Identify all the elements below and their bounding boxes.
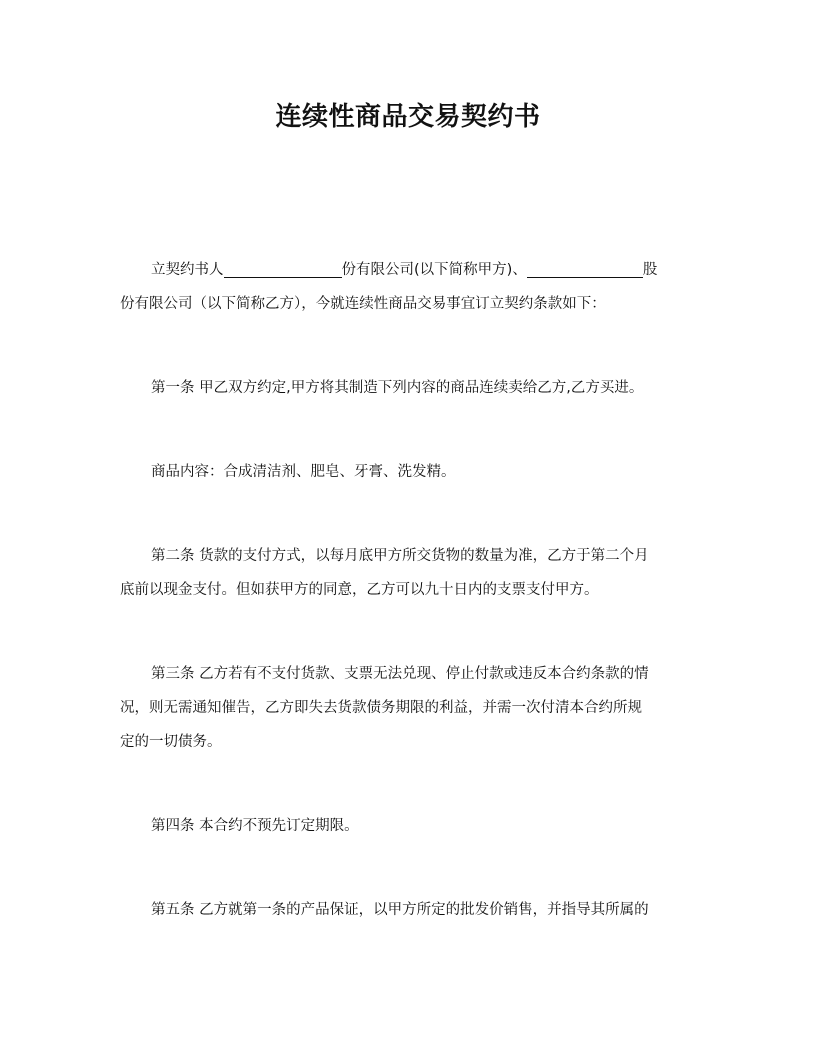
- intro-line-2: 份有限公司（以下简称乙方），今就连续性商品交易事宜订立契约条款如下：: [120, 296, 606, 312]
- intro-party-b-text: 股: [642, 262, 658, 278]
- article-4-line: 第四条 本合约不预先订定期限。: [151, 818, 359, 834]
- party-a-blank: [224, 259, 342, 278]
- article-3: [120, 657, 698, 759]
- document-body: [120, 253, 698, 927]
- article-5-line-1: 第五条 乙方就第一条的产品保证，以甲方所定的批发价销售，并指导其所属的: [151, 902, 649, 918]
- intro-signer-label: 立契约书人: [151, 262, 224, 278]
- article-2-line-2: 底前以现金支付。但如获甲方的同意，乙方可以九十日内的支票支付甲方。: [120, 582, 599, 598]
- goods-content: [120, 455, 698, 489]
- article-2-line-1: 第二条 货款的支付方式，以每月底甲方所交货物的数量为准，乙方于第二个月: [151, 548, 649, 564]
- article-1-line: 第一条 甲乙双方约定,甲方将其制造下列内容的商品连续卖给乙方,乙方买进。: [151, 380, 644, 396]
- goods-content-line: 商品内容：合成清洁剂、肥皂、牙膏、洗发精。: [151, 464, 456, 480]
- document-title: 连续性商品交易契约书: [275, 102, 541, 132]
- article-4: [120, 809, 698, 843]
- intro-line-1: [120, 253, 698, 287]
- intro-party-a-text: 份有限公司(以下简称甲方)、: [341, 262, 527, 278]
- article-3-line-3: 定的一切债务。: [120, 734, 222, 750]
- article-2: [120, 539, 698, 607]
- article-3-line-1: 第三条 乙方若有不支付货款、支票无法兑现、停止付款或违反本合约条款的情: [151, 666, 649, 682]
- article-5: [120, 893, 698, 927]
- article-1: [120, 371, 698, 405]
- party-b-blank: [527, 259, 643, 278]
- intro-paragraph: [120, 253, 698, 321]
- article-3-line-2: 况，则无需通知催告，乙方即失去货款债务期限的利益，并需一次付清本合约所规: [120, 700, 642, 716]
